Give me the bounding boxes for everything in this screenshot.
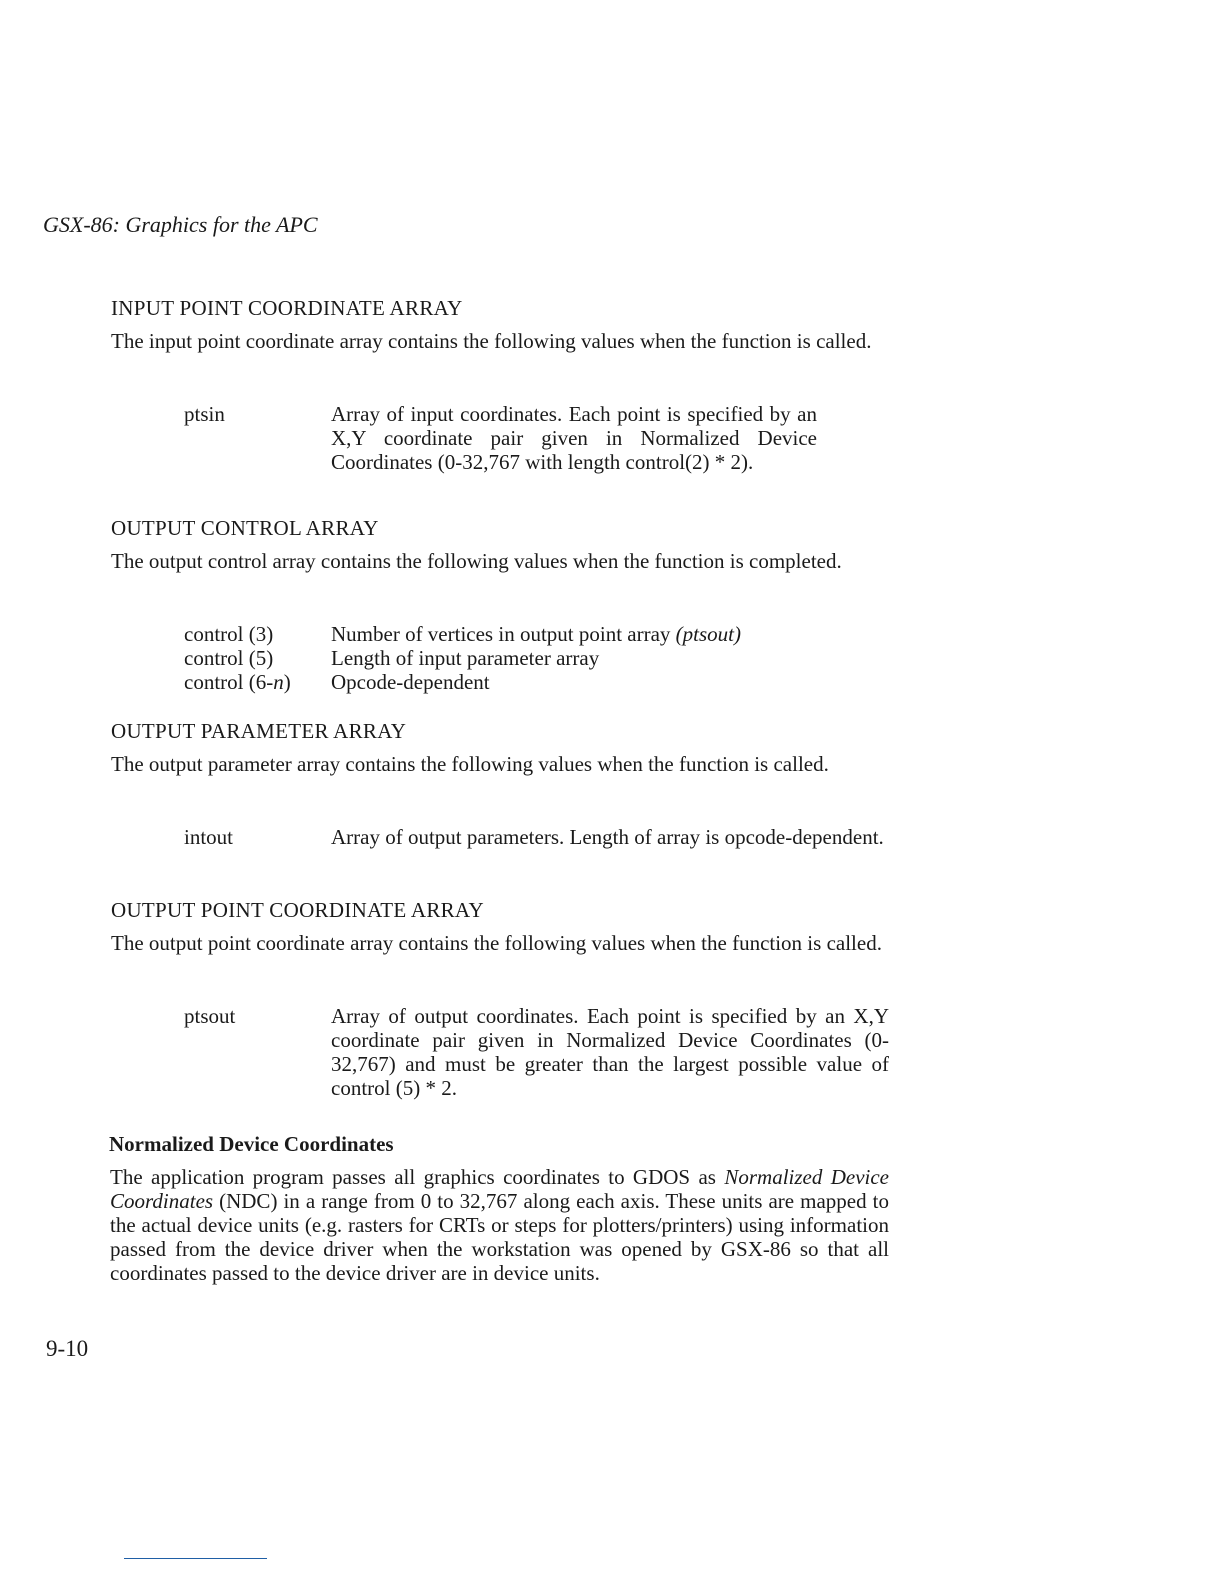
entry-description: Opcode-dependent [331, 670, 490, 694]
output-point-array-entries [184, 1004, 889, 1100]
entry-name: ptsin [184, 402, 225, 426]
output-control-array-intro: The output control array contains the following values when the function is completed. [111, 549, 842, 573]
ndc-paragraph [110, 1165, 889, 1285]
entry-name: control (3) [184, 622, 274, 646]
entry-description: Array of output parameters. Length of array is opcode-dependent. [331, 825, 884, 849]
page-number: 9-10 [46, 1336, 89, 1361]
output-parameter-array-intro: The output parameter array contains the following values when the function is called. [111, 752, 829, 776]
entry-name-suffix: ) [283, 670, 291, 694]
ndc-heading: Normalized Device Coordinates [109, 1132, 394, 1156]
running-head: GSX-86: Graphics for the APC [43, 212, 318, 237]
input-point-array-heading: INPUT POINT COORDINATE ARRAY [111, 296, 463, 320]
entry-name: control (5) [184, 646, 274, 670]
ndc-text-1: The application program passes all graphics coordinates to GDOS as [110, 1165, 716, 1189]
output-control-array-heading: OUTPUT CONTROL ARRAY [111, 516, 379, 540]
entry-name [184, 670, 331, 694]
table-row [184, 825, 889, 849]
ndc-text-2: (NDC) in a range from 0 to 32,767 along each axis. These units are mapped to the actual device units (e.g. rasters for CRTs or steps for plotters/printers) using information passed from the device driver when the workstation was opened by GSX-86 so that all coordinates passed to the device driver are in device units. [110, 1189, 890, 1285]
table-row [184, 646, 741, 670]
entry-description-text: Number of vertices in output point array [331, 622, 671, 646]
entry-name-prefix: control (6- [184, 670, 274, 694]
output-parameter-array-entries [184, 825, 889, 849]
entry-description: Array of output coordinates. Each point is specified by an X,Y coordinate pair given in Normalized Device Coordinates (0-32,767) and must be greater than the largest possible value of control (5) * 2. [331, 1004, 889, 1100]
entry-description [331, 622, 741, 646]
output-point-array-intro: The output point coordinate array contains the following values when the function is called. [111, 931, 882, 955]
table-row [184, 622, 741, 646]
entry-description: Array of input coordinates. Each point is specified by an X,Y coordinate pair given in Normalized Device Coordinates (0-32,767 with length control(2) * 2). [331, 402, 817, 474]
table-row [184, 670, 741, 694]
output-parameter-array-heading: OUTPUT PARAMETER ARRAY [111, 719, 407, 743]
input-point-array-entries [184, 402, 817, 474]
ndc-term: Normalized Device Coordinates [110, 1165, 889, 1213]
entry-description: Length of input parameter array [331, 646, 600, 670]
entry-name: intout [184, 825, 234, 849]
entry-description-italic: (ptsout) [675, 622, 741, 646]
input-point-array-intro: The input point coordinate array contains the following values when the function is called. [111, 329, 872, 353]
output-point-array-heading: OUTPUT POINT COORDINATE ARRAY [111, 898, 484, 922]
entry-name: ptsout [184, 1004, 236, 1028]
output-control-array-entries [184, 622, 741, 694]
table-row [184, 402, 817, 474]
entry-name-italic: n [273, 670, 284, 694]
footer-rule [124, 1558, 267, 1559]
table-row [184, 1004, 889, 1100]
